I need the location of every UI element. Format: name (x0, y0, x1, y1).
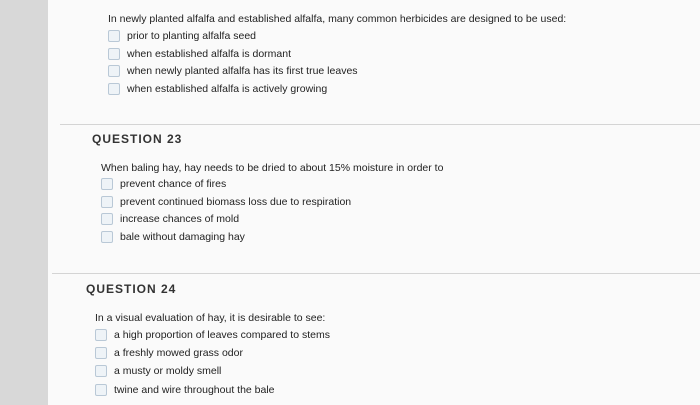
radio-button[interactable] (108, 48, 120, 60)
option-label: when newly planted alfalfa has its first true leaves (127, 65, 358, 77)
question-22-option-2[interactable] (108, 46, 291, 62)
left-margin-strip (0, 0, 48, 405)
option-label: when established alfalfa is dormant (127, 48, 292, 60)
option-label: prevent continued biomass loss due to respiration (120, 196, 352, 208)
question-23-option-4[interactable] (101, 229, 245, 245)
question-24-option-1[interactable] (95, 327, 330, 343)
question-22-text: In newly planted alfalfa and established alfalfa, many common herbicides are designed to be used: (108, 13, 567, 25)
question-24-option-3[interactable] (95, 363, 221, 379)
option-label: prior to planting alfalfa seed (127, 30, 256, 42)
question-23-option-1[interactable] (101, 176, 226, 192)
radio-button[interactable] (101, 178, 113, 190)
radio-button[interactable] (95, 365, 107, 377)
radio-button[interactable] (108, 65, 120, 77)
option-label: when established alfalfa is actively growing (127, 83, 328, 95)
question-divider (52, 273, 700, 274)
option-label: increase chances of mold (120, 213, 240, 225)
radio-button[interactable] (95, 384, 107, 396)
radio-button[interactable] (101, 213, 113, 225)
radio-button[interactable] (95, 347, 107, 359)
question-24-title: QUESTION 24 (86, 282, 177, 296)
option-label: a high proportion of leaves compared to stems (114, 329, 330, 341)
question-24-option-4[interactable] (95, 382, 275, 398)
radio-button[interactable] (108, 30, 120, 42)
question-23-option-3[interactable] (101, 211, 239, 227)
question-22-option-3[interactable] (108, 63, 358, 79)
option-label: a freshly mowed grass odor (114, 347, 243, 359)
option-label: twine and wire throughout the bale (114, 384, 275, 396)
option-label: a musty or moldy smell (114, 365, 222, 377)
question-24-option-2[interactable] (95, 345, 243, 361)
radio-button[interactable] (101, 196, 113, 208)
question-22-option-1[interactable] (108, 28, 256, 44)
question-23-title: QUESTION 23 (92, 132, 183, 146)
radio-button[interactable] (95, 329, 107, 341)
option-label: prevent chance of fires (120, 178, 227, 190)
question-divider (60, 124, 700, 125)
radio-button[interactable] (101, 231, 113, 243)
question-22-option-4[interactable] (108, 81, 327, 97)
radio-button[interactable] (108, 83, 120, 95)
question-23-option-2[interactable] (101, 194, 351, 210)
question-23-text: When baling hay, hay needs to be dried to about 15% moisture in order to (101, 162, 444, 174)
question-24-text: In a visual evaluation of hay, it is desirable to see: (95, 312, 326, 324)
option-label: bale without damaging hay (120, 231, 245, 243)
